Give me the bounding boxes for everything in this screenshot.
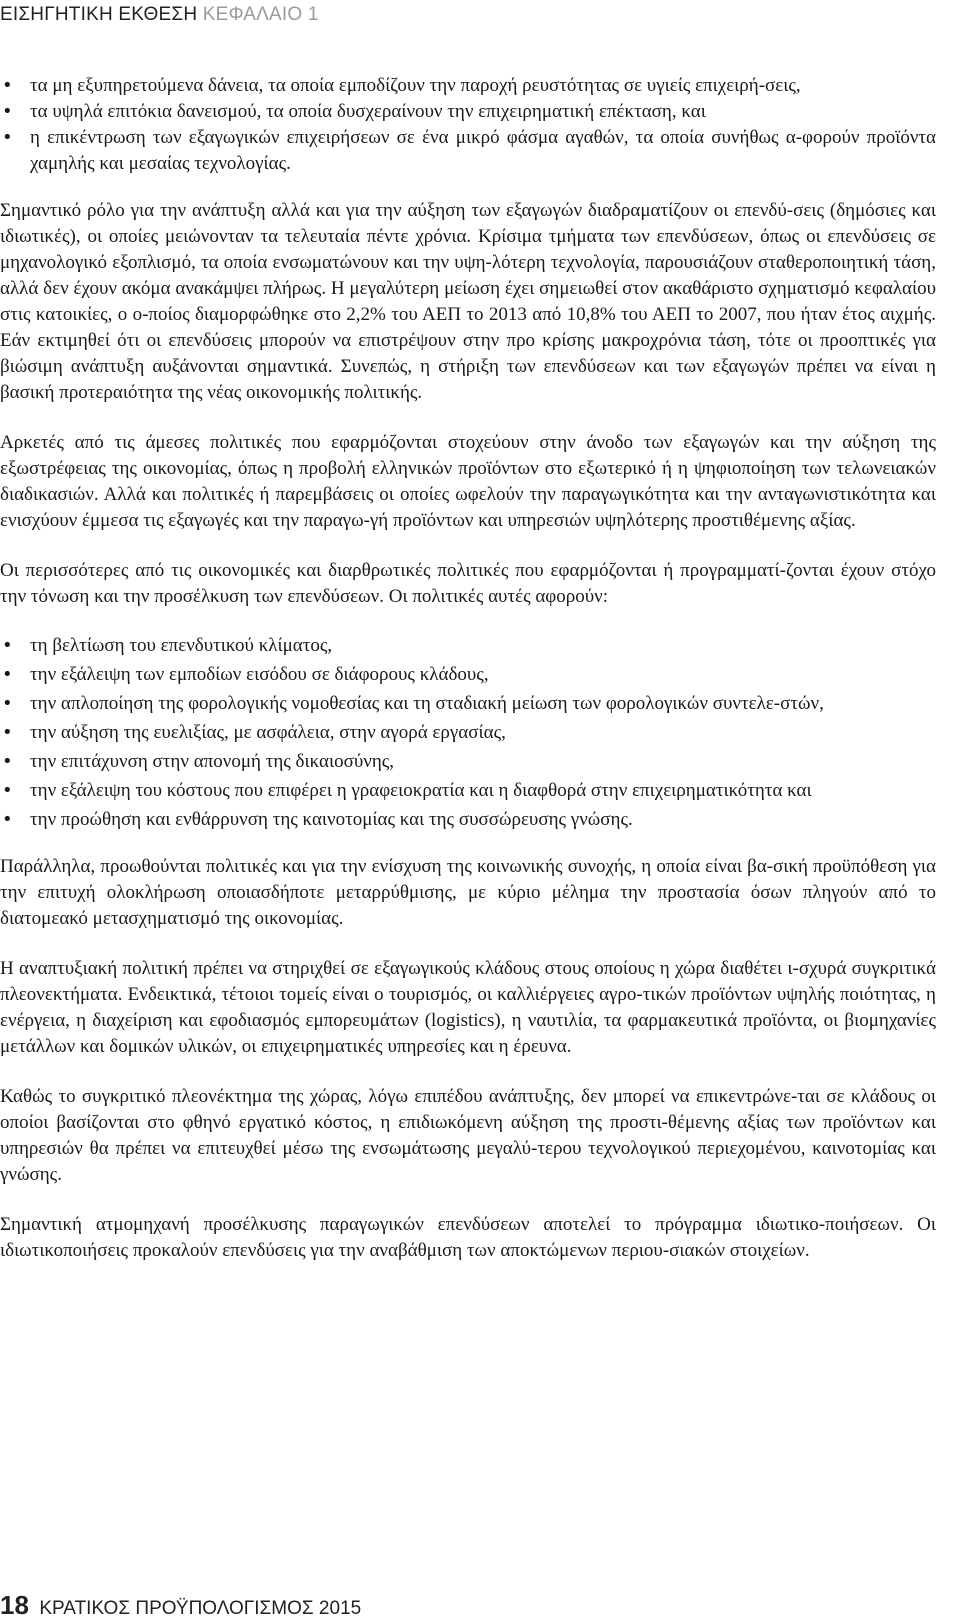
running-header [0,4,319,26]
paragraph-export-sectors: Η αναπτυξιακή πολιτική πρέπει να στηριχθεί σε εξαγωγικούς κλάδους στους οποίους η χώρα διαθέτει ι-σχυρά συγκριτικά πλεονεκτήματα. Ενδεικτικά, τέτοιοι τομείς είναι ο τουρισμός, οι καλλιέργειες αγρο-τικών προϊόντων υψηλής ποιότητας, η ενέργεια, η διαχείριση και εφοδιασμός εμπορευμάτων (logistics), η ναυτιλία, τα φαρμακευτικά προϊόντα, οι βιομηχανίες μετάλλων και δομικών υλικών, οι επιχειρηματικές υπηρεσίες και η έρευνα. [0,958,936,1057]
paragraph-export-policies: Αρκετές από τις άμεσες πολιτικές που εφαρμόζονται στοχεύουν στην άνοδο των εξαγωγών και την αύξηση της εξωστρέφειας της οικονομίας, όπως η προβολή ελληνικών προϊόντων στο εξωτερικό ή η ψηφιοποίηση των τελωνειακών διαδικασιών. Αλλά και πολιτικές ή παρεμβάσεις οι οποίες ωφελούν την παραγωγικότητα και την ανταγωνιστικότητα και ενισχύουν έμμεσα τις εξαγωγές και την παραγω-γή προϊόντων και υπηρεσιών υψηλότερης προστιθέμενης αξίας. [0,432,936,531]
paragraph-added-value: Καθώς το συγκριτικό πλεονέκτημα της χώρας, λόγω επιπέδου ανάπτυξης, δεν μπορεί να επικεντρώνε-ται σε κλάδους οι οποίοι βασίζονται στο φθηνό εργατικό κόστος, η επιδιωκόμενη αύξηση της προστι-θέμενης αξίας των προϊόντων και υπηρεσιών θα πρέπει να επιτευχθεί μέσω της ενσωμάτωσης μεγαλύ-τερου τεχνολογικού περιεχομένου, καινοτομίας και γνώσης. [0,1086,936,1185]
list-item: • την εξάλειψη των εμποδίων εισόδου σε διάφορους κλάδους, [0,662,936,688]
paragraph-policies-intro: Οι περισσότερες από τις οικονομικές και διαρθρωτικές πολιτικές που εφαρμόζονται ή προγραμματί-ζονται έχουν στόχο την τόνωση και την προσέλκυση των επενδύσεων. Οι πολιτικές αυτές αφορούν: [0,560,936,607]
document-body [0,73,936,1264]
list-item: • τα υψηλά επιτόκια δανεισμού, τα οποία δυσχεραίνουν την επιχειρηματική επέκταση, και [0,99,936,125]
paragraph-investments: Σημαντικό ρόλο για την ανάπτυξη αλλά και για την αύξηση των εξαγωγών διαδραματίζουν οι επενδύ-σεις (δημόσιες και ιδιωτικές), οι οποίες μειώνονταν τα τελευταία πέντε χρόνια. Κρίσιμα τμήματα των επενδύσεων, όπως οι επενδύσεις σε μηχανολογικό εξοπλισμό, τα οποία ενσωματώνουν και την υψη-λότερη τεχνολογία, παρουσιάζουν σταθεροποιητική τάση, αλλά δεν έχουν ακόμα ανακάμψει πλήρως. Η μεγαλύτερη μείωση έχει σημειωθεί στον ακαθάριστο σχηματισμό κεφαλαίου στις κατοικίες, ο ο-ποίος διαμορφώθηκε στο 2,2% του ΑΕΠ το 2013 από 10,8% του ΑΕΠ το 2007, που ήταν έτος αιχμής. Εάν εκτιμηθεί ότι οι επενδύσεις μπορούν να επιστρέψουν στην προ κρίσης μακροχρόνια τάση, τότε οι προοπτικές για βιώσιμη ανάπτυξη αυξάνονται σημαντικά. Συνεπώς, η στήριξη των επενδύσεων και των εξαγωγών πρέπει να είναι η βασική προτεραιότητα της νέας οικονομικής πολιτικής. [0,200,936,403]
paragraph-social-cohesion: Παράλληλα, προωθούνται πολιτικές και για την ενίσχυση της κοινωνικής συνοχής, η οποία είναι βα-σική προϋπόθεση για την επιτυχή ολοκλήρωση οποιασδήποτε μεταρρύθμισης, με κύριο μέλημα την προστασία όσων πληγούν από το διατομεακό μετασχηματισμό της οικονομίας. [0,856,936,929]
list-item: • τα μη εξυπηρετούμενα δάνεια, τα οποία εμποδίζουν την παροχή ρευστότητας σε υγιείς επιχειρή-σεις, [0,73,936,99]
list-item: • τη βελτίωση του επενδυτικού κλίματος, [0,633,936,659]
bullet-list-policies [0,633,936,833]
list-item: • την προώθηση και ενθάρρυνση της καινοτομίας και της συσσώρευσης γνώσης. [0,807,936,833]
list-item: • την απλοποίηση της φορολογικής νομοθεσίας και τη σταδιακή μείωση των φορολογικών συντελε-στών, [0,691,936,717]
bullet-list-obstacles [0,73,936,177]
paragraph-privatisations: Σημαντική ατμομηχανή προσέλκυσης παραγωγικών επενδύσεων αποτελεί το πρόγραμμα ιδιωτικο-ποιήσεων. Οι ιδιωτικοποιήσεις προκαλούν επενδύσεις για την αναβάθμιση των αποκτώμενων περιου-σιακών στοιχείων. [0,1214,936,1261]
publication-title: ΚΡΑΤΙΚΟΣ ΠΡΟΫΠΟΛΟΓΙΣΜΟΣ 2015 [39,1598,362,1619]
list-item: • την εξάλειψη του κόστους που επιφέρει η γραφειοκρατία και η διαφθορά στην επιχειρηματικότητα και [0,778,936,804]
list-item: • την αύξηση της ευελιξίας, με ασφάλεια, στην αγορά εργασίας, [0,720,936,746]
list-item: • η επικέντρωση των εξαγωγικών επιχειρήσεων σε ένα μικρό φάσμα αγαθών, τα οποία συνήθως α-φορούν προϊόντα χαμηλής και μεσαίας τεχνολογίας. [0,125,936,177]
list-item: • την επιτάχυνση στην απονομή της δικαιοσύνης, [0,749,936,775]
header-section: ΕΙΣΗΓΗΤΙΚΗ ΕΚΘΕΣΗ [0,4,198,25]
page-number: 18 [0,1590,29,1620]
header-chapter: ΚΕΦΑΛΑΙΟ 1 [202,4,319,25]
page-footer [0,1590,361,1621]
